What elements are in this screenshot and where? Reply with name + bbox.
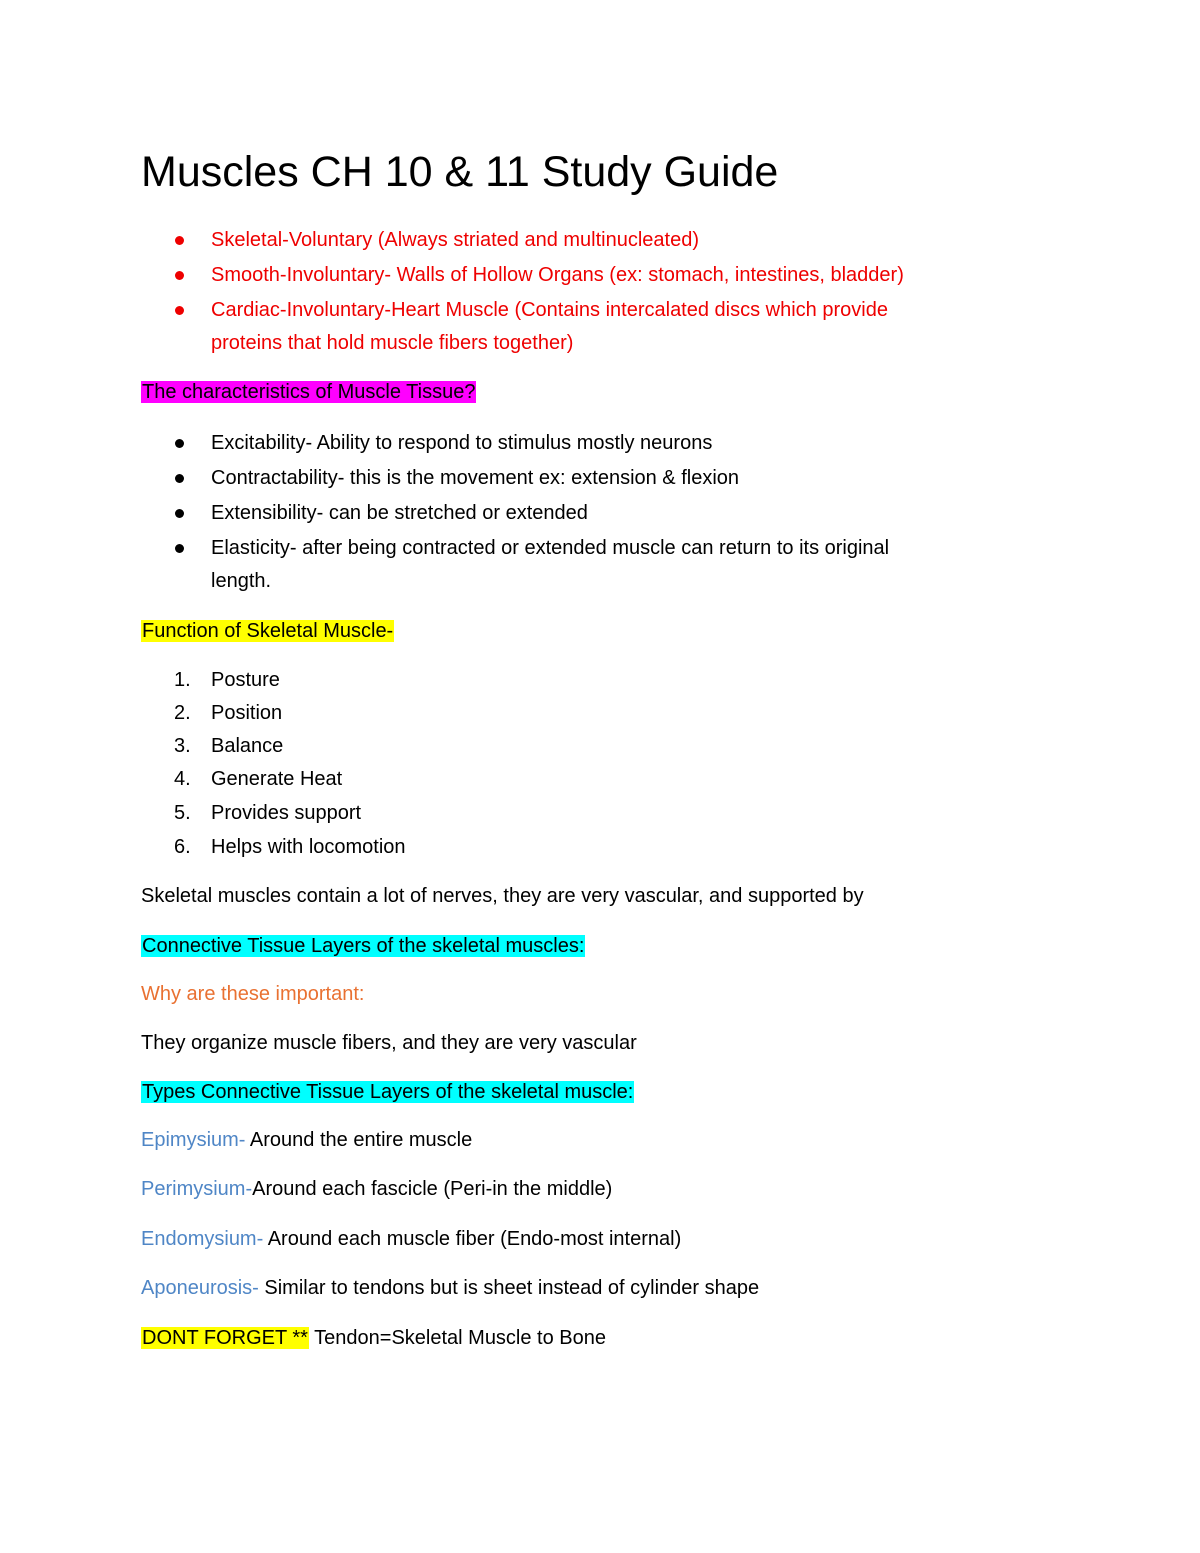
list-number: 3. xyxy=(174,735,191,757)
function-item: Provides support xyxy=(211,802,362,824)
layer-aponeurosis xyxy=(141,1273,759,1303)
skeletal-note: Skeletal muscles contain a lot of nerves, they are very vascular, and supported by xyxy=(141,885,864,907)
layer-epimysium xyxy=(141,1125,472,1155)
function-item: Position xyxy=(211,702,283,724)
list-number: 2. xyxy=(174,702,191,724)
layer-term: Epimysium- xyxy=(141,1129,246,1151)
layer-description: Around each fascicle (Peri-in the middle) xyxy=(252,1178,613,1200)
bullet-icon xyxy=(175,509,184,518)
layer-term: Perimysium- xyxy=(141,1178,253,1200)
dont-forget-text: Tendon=Skeletal Muscle to Bone xyxy=(308,1327,607,1349)
bullet-icon xyxy=(175,439,184,448)
characteristic-extensibility: Extensibility- can be stretched or extended xyxy=(211,502,588,524)
muscle-type-smooth: Smooth-Involuntary- Walls of Hollow Organs (ex: stomach, intestines, bladder) xyxy=(211,264,904,286)
function-item: Generate Heat xyxy=(211,768,343,790)
list-number: 6. xyxy=(174,836,191,858)
types-heading: Types Connective Tissue Layers of the skeletal muscle: xyxy=(142,1081,634,1103)
list-number: 1. xyxy=(174,669,191,691)
muscle-type-skeletal: Skeletal-Voluntary (Always striated and multinucleated) xyxy=(211,229,700,251)
layer-description: Around each muscle fiber (Endo-most internal) xyxy=(263,1228,682,1250)
characteristic-elasticity-line1: Elasticity- after being contracted or extended muscle can return to its original xyxy=(211,537,890,559)
bullet-icon xyxy=(175,236,184,245)
document-title: Muscles CH 10 & 11 Study Guide xyxy=(141,148,779,196)
layer-description: Similar to tendons but is sheet instead of cylinder shape xyxy=(258,1277,760,1299)
characteristics-heading: The characteristics of Muscle Tissue? xyxy=(142,381,476,403)
characteristic-excitability: Excitability- Ability to respond to stimulus mostly neurons xyxy=(211,432,713,454)
layer-term: Aponeurosis- xyxy=(141,1277,259,1299)
muscle-type-cardiac-line1: Cardiac-Involuntary-Heart Muscle (Contains intercalated discs which provide xyxy=(211,299,888,321)
function-item: Posture xyxy=(211,669,280,691)
why-important-answer: They organize muscle fibers, and they are very vascular xyxy=(141,1032,637,1054)
list-number: 4. xyxy=(174,768,191,790)
dont-forget-label: DONT FORGET ** xyxy=(142,1327,308,1349)
why-important-question: Why are these important: xyxy=(141,983,365,1005)
connective-heading: Connective Tissue Layers of the skeletal muscles: xyxy=(142,935,585,957)
layer-endomysium xyxy=(141,1224,681,1254)
bullet-icon xyxy=(175,544,184,553)
function-heading: Function of Skeletal Muscle- xyxy=(142,620,394,642)
layer-term: Endomysium- xyxy=(141,1228,264,1250)
function-item: Helps with locomotion xyxy=(211,836,406,858)
bullet-icon xyxy=(175,474,184,483)
muscle-type-cardiac-line2: proteins that hold muscle fibers together) xyxy=(211,332,574,354)
dont-forget-note xyxy=(141,1323,606,1353)
characteristic-elasticity-line2: length. xyxy=(211,570,272,592)
layer-perimysium xyxy=(141,1174,612,1204)
characteristic-contractability: Contractability- this is the movement ex: extension & flexion xyxy=(211,467,740,489)
function-item: Balance xyxy=(211,735,284,757)
list-number: 5. xyxy=(174,802,191,824)
bullet-icon xyxy=(175,306,184,315)
bullet-icon xyxy=(175,271,184,280)
layer-description: Around the entire muscle xyxy=(245,1129,473,1151)
